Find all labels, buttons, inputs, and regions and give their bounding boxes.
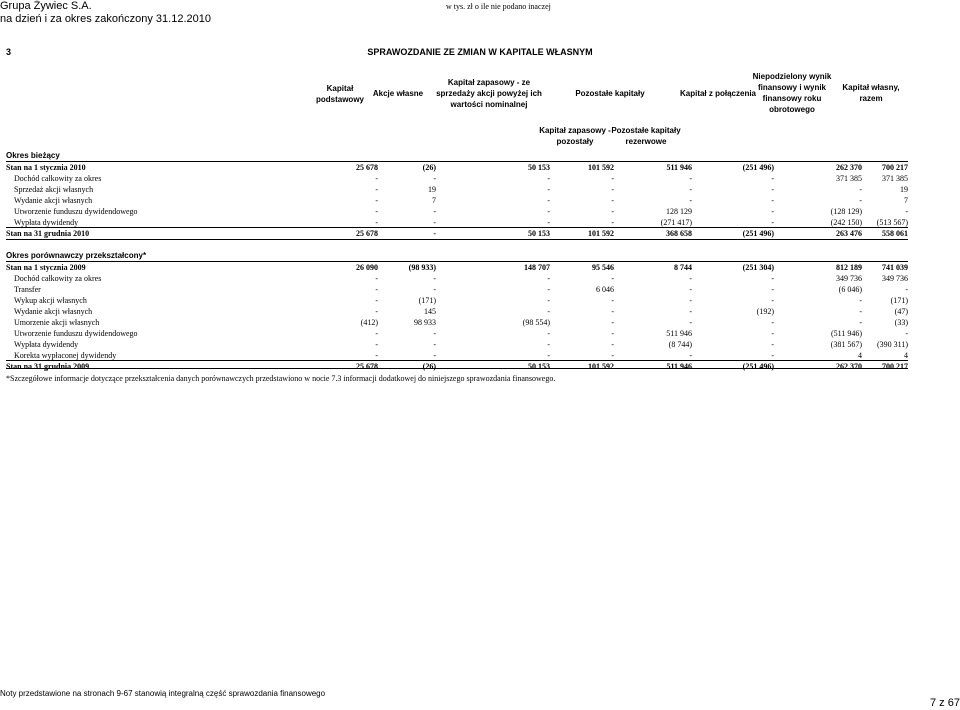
table-cell: -: [905, 329, 908, 338]
row-label: Wykup akcji własnych: [14, 296, 87, 305]
sub-header-supplementary: Kapitał zapasowy - pozostały: [539, 126, 611, 146]
table-cell: 349 736: [882, 274, 908, 283]
table-cell: -: [547, 207, 550, 216]
table-cell: (251 304): [742, 263, 774, 272]
table-cell: 101 592: [588, 229, 614, 238]
comparative-period-label: Okres porównawczy przekształcony*: [6, 251, 147, 260]
table-row: [6, 295, 908, 306]
table-cell: 145: [424, 307, 436, 316]
table-cell: -: [375, 174, 378, 183]
table-cell: 101 592: [588, 163, 614, 172]
table-cell: (412): [360, 318, 378, 327]
table-cell: -: [689, 296, 692, 305]
table-cell: -: [611, 329, 614, 338]
table-cell: (26): [422, 362, 436, 371]
table-row: [6, 339, 908, 350]
row-label: Wydanie akcji własnych: [14, 196, 93, 205]
table-cell: -: [375, 196, 378, 205]
table-cell: 558 061: [882, 229, 908, 238]
table-cell: -: [547, 307, 550, 316]
page-number: 7 z 67: [930, 697, 960, 709]
table-cell: 371 385: [882, 174, 908, 183]
table-cell: -: [859, 307, 862, 316]
table-cell: (98 933): [408, 263, 436, 272]
table-row: [6, 273, 908, 284]
row-label: Wypłata dywidendy: [14, 218, 79, 227]
current-period-label: Okres bieżący: [6, 151, 60, 160]
table-cell: -: [433, 218, 436, 227]
table-cell: (271 417): [660, 218, 692, 227]
company-name: Grupa Żywiec S.A.: [0, 0, 92, 12]
col-header-own-shares: Akcje własne: [372, 89, 424, 98]
table-cell: -: [375, 185, 378, 194]
row-label: Wypłata dywidendy: [14, 340, 79, 349]
col-header-share-capital: Kapitał podstawowy: [315, 84, 364, 104]
table-cell: -: [689, 196, 692, 205]
table-cell: 262 370: [836, 362, 862, 371]
table-cell: (6 046): [838, 285, 862, 294]
table-cell: (128 129): [830, 207, 862, 216]
table-cell: -: [375, 274, 378, 283]
row-label: Sprzedaż akcji własnych: [14, 185, 94, 194]
table-cell: 7: [432, 196, 436, 205]
table-cell: -: [547, 340, 550, 349]
table-cell: 98 933: [414, 318, 436, 327]
table-cell: 812 189: [836, 263, 862, 272]
table-cell: 349 736: [836, 274, 862, 283]
table-cell: -: [771, 318, 774, 327]
table-cell: 101 592: [588, 362, 614, 371]
table-cell: -: [859, 185, 862, 194]
table-cell: -: [433, 329, 436, 338]
col-header-merger-capital: Kapitał z połączenia: [679, 89, 757, 98]
table-cell: -: [375, 307, 378, 316]
table-cell: -: [375, 340, 378, 349]
table-cell: -: [433, 340, 436, 349]
table-cell: -: [689, 285, 692, 294]
table-cell: 511 946: [666, 362, 692, 371]
table-cell: -: [905, 285, 908, 294]
table-row: [6, 328, 908, 339]
table-cell: -: [547, 174, 550, 183]
table-cell: -: [689, 185, 692, 194]
table-cell: -: [547, 296, 550, 305]
row-label: Stan na 1 stycznia 2010: [6, 163, 86, 172]
units-note: w tys. zł o ile nie podano inaczej: [446, 2, 551, 11]
table-cell: 128 129: [666, 207, 692, 216]
table-cell: 19: [428, 185, 436, 194]
table-row: [6, 184, 908, 195]
table-cell: 262 370: [836, 163, 862, 172]
table-cell: -: [433, 351, 436, 360]
table-cell: -: [611, 340, 614, 349]
table-cell: -: [547, 274, 550, 283]
table-cell: -: [771, 329, 774, 338]
row-label: Stan na 1 stycznia 2009: [6, 263, 86, 272]
table-cell: (513 567): [876, 218, 908, 227]
table-cell: -: [433, 174, 436, 183]
table-cell: 50 153: [528, 362, 550, 371]
footnote: *Szczegółowe informacje dotyczące przekształcenia danych porównawczych przedstawiono w nocie 7.3 informacji dodatkowej do niniejszego sprawozdania finansowego.: [6, 374, 556, 383]
table-cell: -: [375, 351, 378, 360]
row-label: Wydanie akcji własnych: [14, 307, 93, 316]
table-cell: -: [611, 218, 614, 227]
table-row: [6, 306, 908, 317]
table-cell: -: [689, 274, 692, 283]
row-label: Dochód całkowity za okres: [14, 174, 102, 183]
table-cell: 50 153: [528, 229, 550, 238]
table-cell: 25 678: [356, 362, 378, 371]
table-row: [6, 162, 908, 173]
table-cell: (242 150): [830, 218, 862, 227]
table-cell: -: [611, 185, 614, 194]
section-number: 3: [6, 47, 12, 57]
table-cell: -: [611, 296, 614, 305]
table-cell: (251 496): [742, 229, 774, 238]
table-cell: -: [547, 196, 550, 205]
table-cell: -: [859, 318, 862, 327]
table-cell: -: [611, 196, 614, 205]
table-cell: -: [611, 174, 614, 183]
table-cell: -: [547, 329, 550, 338]
report-header: [0, 0, 211, 26]
table-cell: -: [771, 340, 774, 349]
row-label: Umorzenie akcji własnych: [14, 318, 100, 327]
table-cell: 19: [900, 185, 908, 194]
table-cell: (171): [418, 296, 436, 305]
table-cell: 148 707: [524, 263, 550, 272]
row-label: Transfer: [14, 285, 41, 294]
table-cell: -: [611, 351, 614, 360]
table-cell: 700 217: [882, 362, 908, 371]
table-cell: 8 744: [674, 263, 692, 272]
table-cell: -: [771, 285, 774, 294]
row-label: Stan na 31 grudnia 2009: [6, 362, 90, 371]
table-cell: -: [611, 207, 614, 216]
table-cell: (192): [756, 307, 774, 316]
table-cell: -: [433, 207, 436, 216]
table-cell: -: [859, 196, 862, 205]
table-cell: (381 567): [830, 340, 862, 349]
sub-header-reserve: Pozostałe kapitały rezerwowe: [611, 126, 681, 146]
row-rule: [6, 239, 908, 240]
table-cell: -: [375, 285, 378, 294]
table-cell: 26 090: [356, 263, 378, 272]
table-cell: (251 496): [742, 163, 774, 172]
table-cell: (26): [422, 163, 436, 172]
table-row: [6, 262, 908, 273]
col-header-other-capital: Pozostałe kapitały: [575, 89, 645, 98]
table-cell: 7: [904, 196, 908, 205]
col-header-total-equity: Kapitał własny, razem: [842, 83, 900, 103]
table-cell: 511 946: [666, 329, 692, 338]
row-label: Utworzenie funduszu dywidendowego: [14, 329, 138, 338]
table-cell: -: [905, 207, 908, 216]
table-cell: -: [689, 318, 692, 327]
table-cell: 700 217: [882, 163, 908, 172]
table-cell: 368 658: [666, 229, 692, 238]
table-cell: -: [611, 274, 614, 283]
table-cell: -: [611, 318, 614, 327]
col-header-retained-earnings: Niepodzielony wynik finansowy i wynik finansowy roku obrotowego: [752, 72, 832, 114]
table-row: [6, 195, 908, 206]
table-cell: -: [771, 196, 774, 205]
table-cell: -: [689, 307, 692, 316]
table-cell: -: [771, 174, 774, 183]
table-cell: -: [689, 174, 692, 183]
table-cell: -: [771, 185, 774, 194]
col-header-share-premium: Kapitał zapasowy - ze sprzedaży akcji powyżej ich wartości nominalnej: [436, 78, 542, 109]
table-cell: (98 554): [522, 318, 550, 327]
table-cell: -: [771, 351, 774, 360]
table-cell: 6 046: [596, 285, 614, 294]
section-title: SPRAWOZDANIE ZE ZMIAN W KAPITALE WŁASNYM: [367, 47, 593, 57]
table-cell: 25 678: [356, 163, 378, 172]
table-cell: -: [611, 307, 614, 316]
row-label: Korekta wypłaconej dywidendy: [14, 351, 117, 360]
table-cell: -: [433, 285, 436, 294]
table-cell: -: [375, 329, 378, 338]
bottom-note: Noty przedstawione na stronach 9-67 stanowią integralną część sprawozdania finansowego: [0, 689, 326, 698]
table-cell: -: [547, 285, 550, 294]
table-row: [6, 206, 908, 217]
table-cell: -: [375, 207, 378, 216]
table-cell: 25 678: [356, 229, 378, 238]
table-cell: 4: [858, 351, 862, 360]
table-row: [6, 361, 908, 372]
table-cell: 50 153: [528, 163, 550, 172]
table-row: [6, 284, 908, 295]
table-cell: (390 311): [876, 340, 908, 349]
table-row: [6, 173, 908, 184]
table-cell: (33): [894, 318, 908, 327]
row-rule: [6, 368, 908, 369]
table-cell: -: [771, 274, 774, 283]
table-cell: 95 546: [592, 263, 614, 272]
table-cell: (47): [894, 307, 908, 316]
row-label: Dochód całkowity za okres: [14, 274, 102, 283]
table-row: [6, 317, 908, 328]
table-cell: -: [433, 229, 436, 238]
report-period: na dzień i za okres zakończony 31.12.2010: [0, 13, 211, 25]
table-cell: 4: [904, 351, 908, 360]
table-cell: -: [771, 207, 774, 216]
table-cell: -: [375, 218, 378, 227]
table-cell: (8 744): [668, 340, 692, 349]
table-cell: -: [771, 218, 774, 227]
row-label: Stan na 31 grudnia 2010: [6, 229, 90, 238]
table-cell: 371 385: [836, 174, 862, 183]
table-cell: -: [771, 296, 774, 305]
table-cell: -: [689, 351, 692, 360]
table-cell: -: [547, 185, 550, 194]
row-label: Utworzenie funduszu dywidendowego: [14, 207, 138, 216]
table-cell: 263 476: [836, 229, 862, 238]
table-cell: (251 496): [742, 362, 774, 371]
table-cell: (171): [890, 296, 908, 305]
table-cell: 511 946: [666, 163, 692, 172]
table-cell: (511 946): [830, 329, 862, 338]
table-cell: -: [547, 218, 550, 227]
table-cell: -: [375, 296, 378, 305]
table-cell: -: [433, 274, 436, 283]
table-cell: -: [547, 351, 550, 360]
table-row: [6, 228, 908, 239]
table-cell: -: [859, 296, 862, 305]
table-cell: 741 039: [882, 263, 908, 272]
